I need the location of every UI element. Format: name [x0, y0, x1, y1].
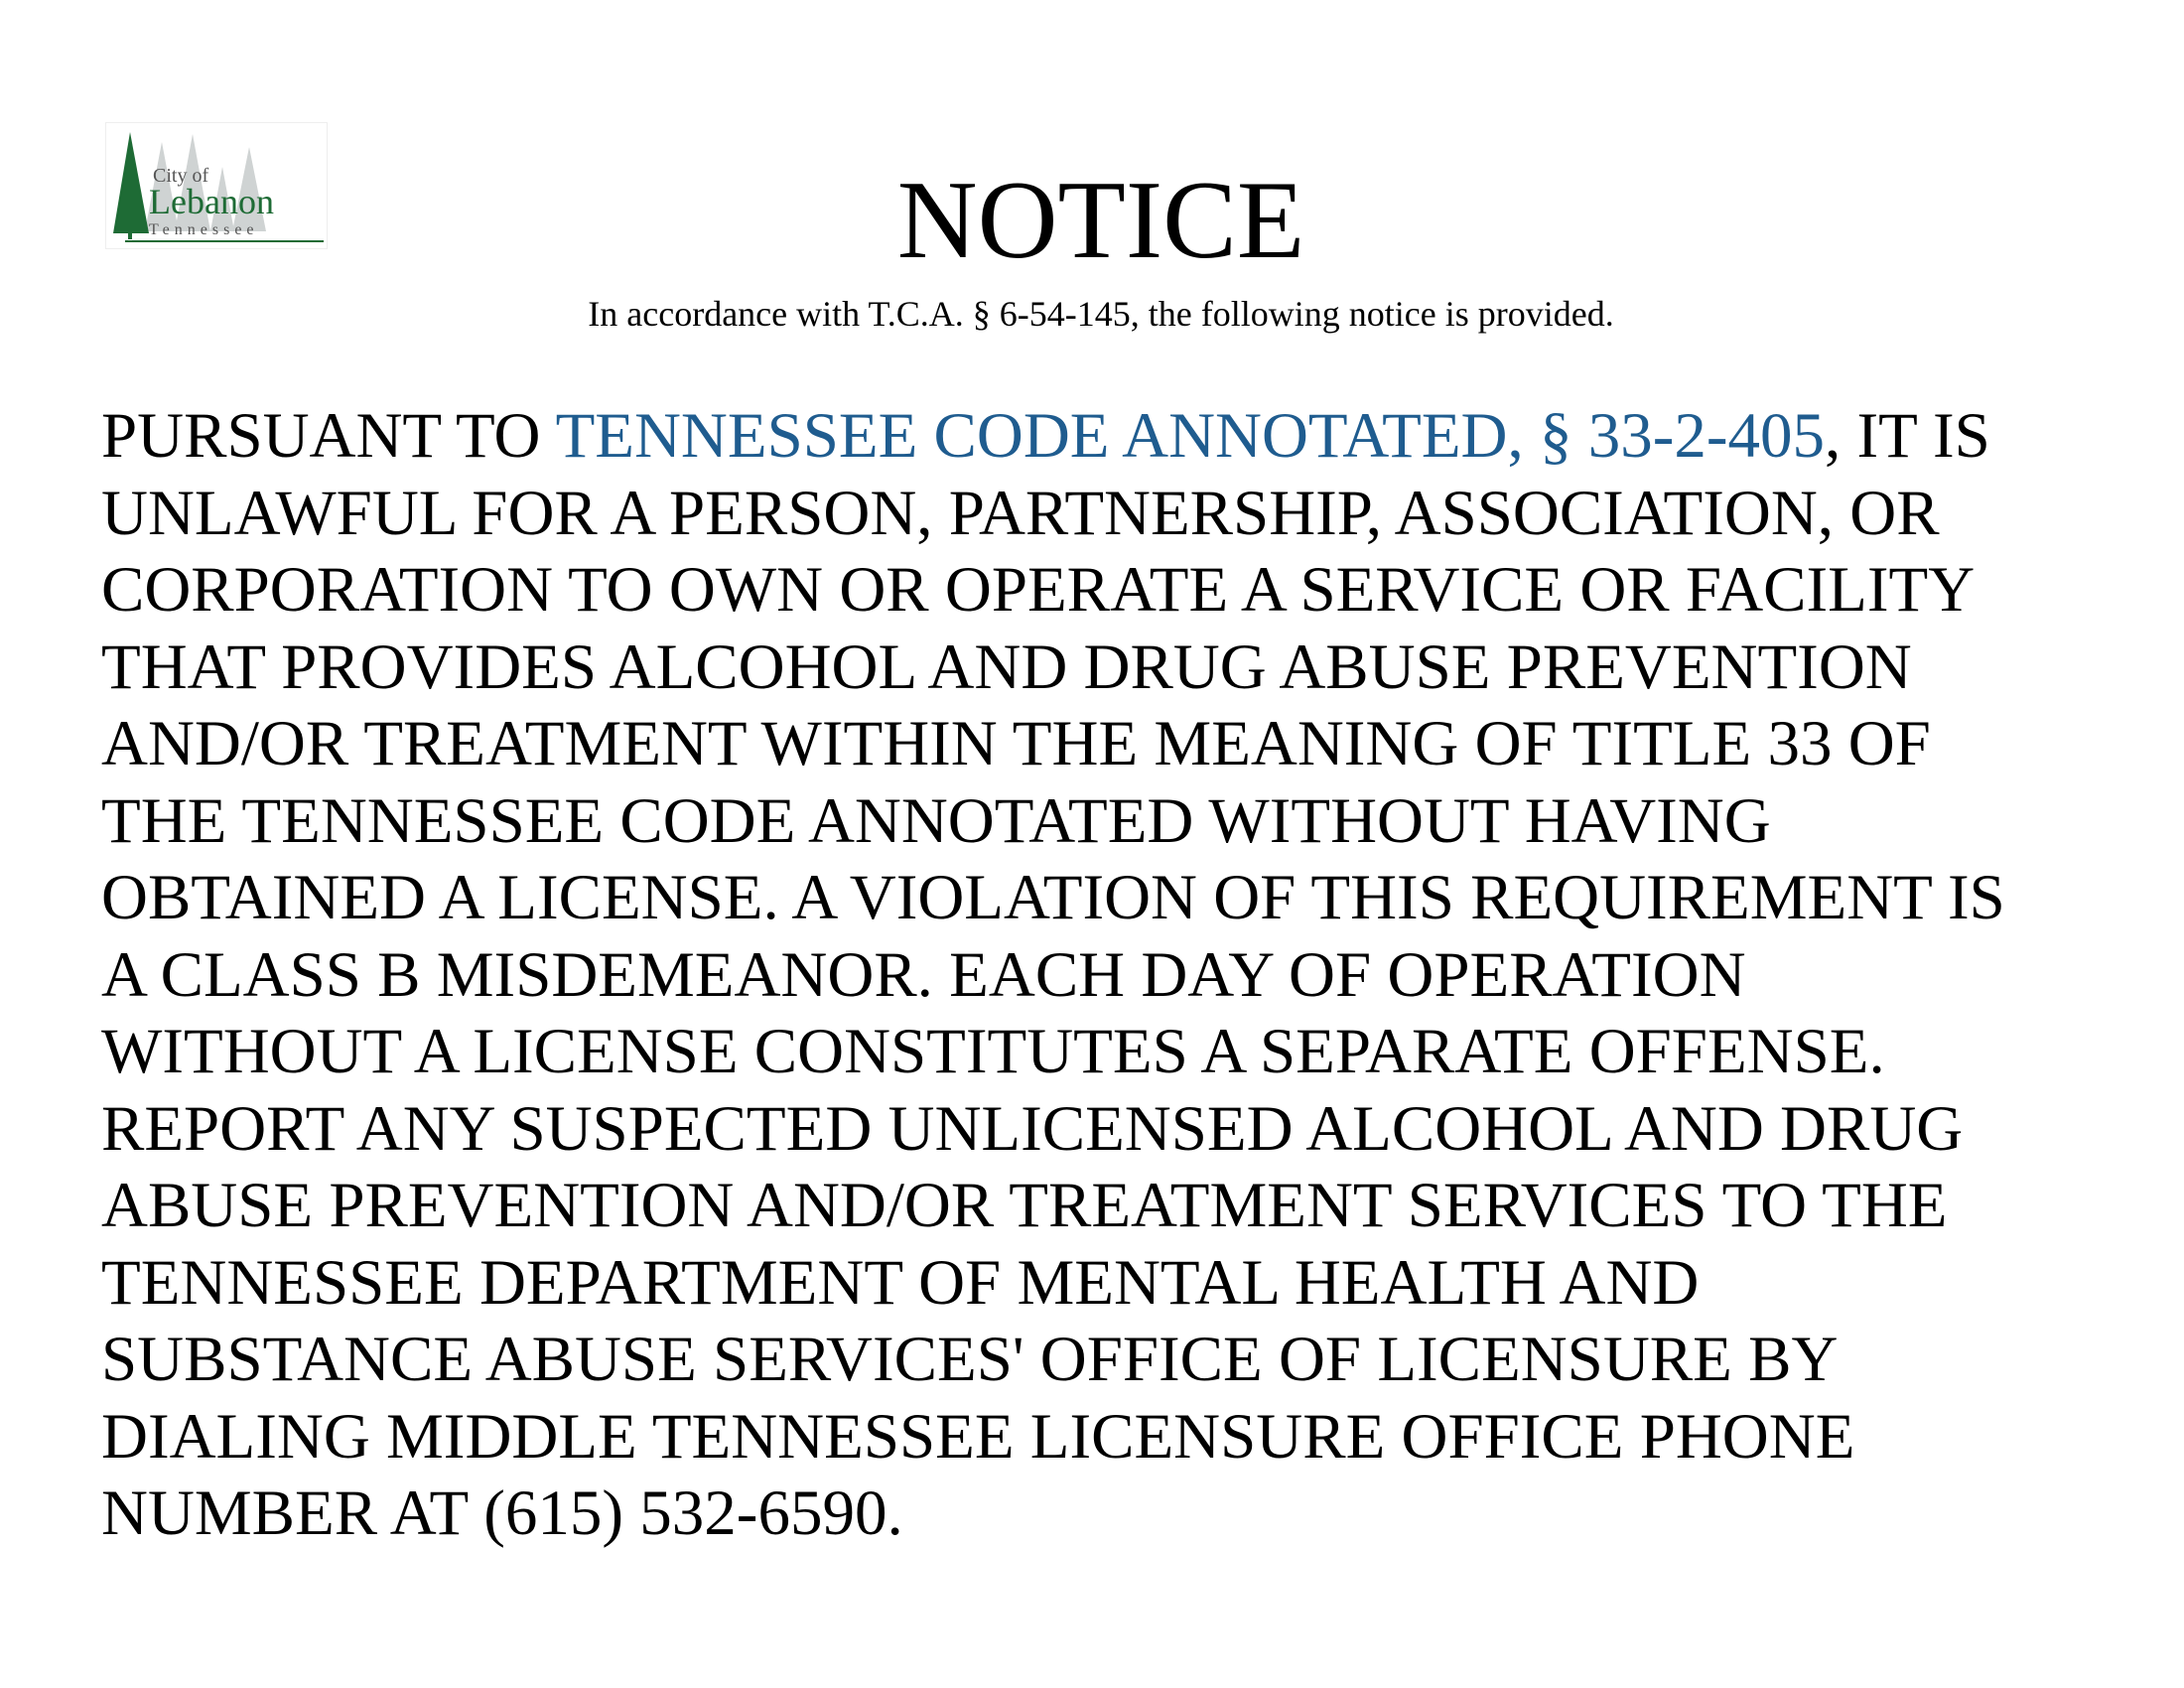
body-line: SUBSTANCE ABUSE SERVICES' OFFICE OF LICENSURE BY	[101, 1324, 1839, 1395]
body-line: A CLASS B MISDEMEANOR. EACH DAY OF OPERATION	[101, 938, 1746, 1011]
body-line: OBTAINED A LICENSE. A VIOLATION OF THIS REQUIREMENT IS	[101, 862, 2005, 933]
body-line: TENNESSEE DEPARTMENT OF MENTAL HEALTH AND	[101, 1246, 1700, 1319]
body-line: AND/OR TREATMENT WITHIN THE MEANING OF TITLE 33 OF	[101, 708, 1931, 779]
body-line: ABUSE PREVENTION AND/OR TREATMENT SERVICES TO THE	[101, 1170, 1948, 1241]
svg-text:Tennessee: Tennessee	[149, 221, 259, 238]
notice-body	[101, 398, 2005, 1553]
body-line: CORPORATION TO OWN OR OPERATE A SERVICE OR FACILITY	[101, 554, 1976, 626]
body-line: NUMBER AT (615) 532-6590.	[101, 1477, 903, 1549]
svg-text:Lebanon: Lebanon	[149, 182, 274, 221]
body-line: THAT PROVIDES ALCOHOL AND DRUG ABUSE PREVENTION	[101, 631, 1912, 703]
tca-code-link[interactable]: TENNESSEE CODE ANNOTATED, § 33-2-405	[555, 400, 1826, 472]
body-text: PURSUANT TO	[101, 400, 556, 472]
body-line: DIALING MIDDLE TENNESSEE LICENSURE OFFICE PHONE	[101, 1400, 1855, 1473]
body-line: REPORT ANY SUSPECTED UNLICENSED ALCOHOL AND DRUG	[101, 1092, 1964, 1165]
body-text: , IT IS	[1825, 400, 1990, 472]
body-line	[101, 398, 2005, 476]
notice-title: NOTICE	[896, 159, 1305, 282]
body-line: THE TENNESSEE CODE ANNOTATED WITHOUT HAVING	[101, 784, 1771, 857]
body-line: UNLAWFUL FOR A PERSON, PARTNERSHIP, ASSOCIATION, OR	[101, 477, 1940, 549]
body-line: WITHOUT A LICENSE CONSTITUTES A SEPARATE OFFENSE.	[101, 1016, 1885, 1087]
notice-subtitle: In accordance with T.C.A. § 6-54-145, the following notice is provided.	[588, 294, 1614, 334]
svg-text:City of: City of	[153, 165, 209, 187]
